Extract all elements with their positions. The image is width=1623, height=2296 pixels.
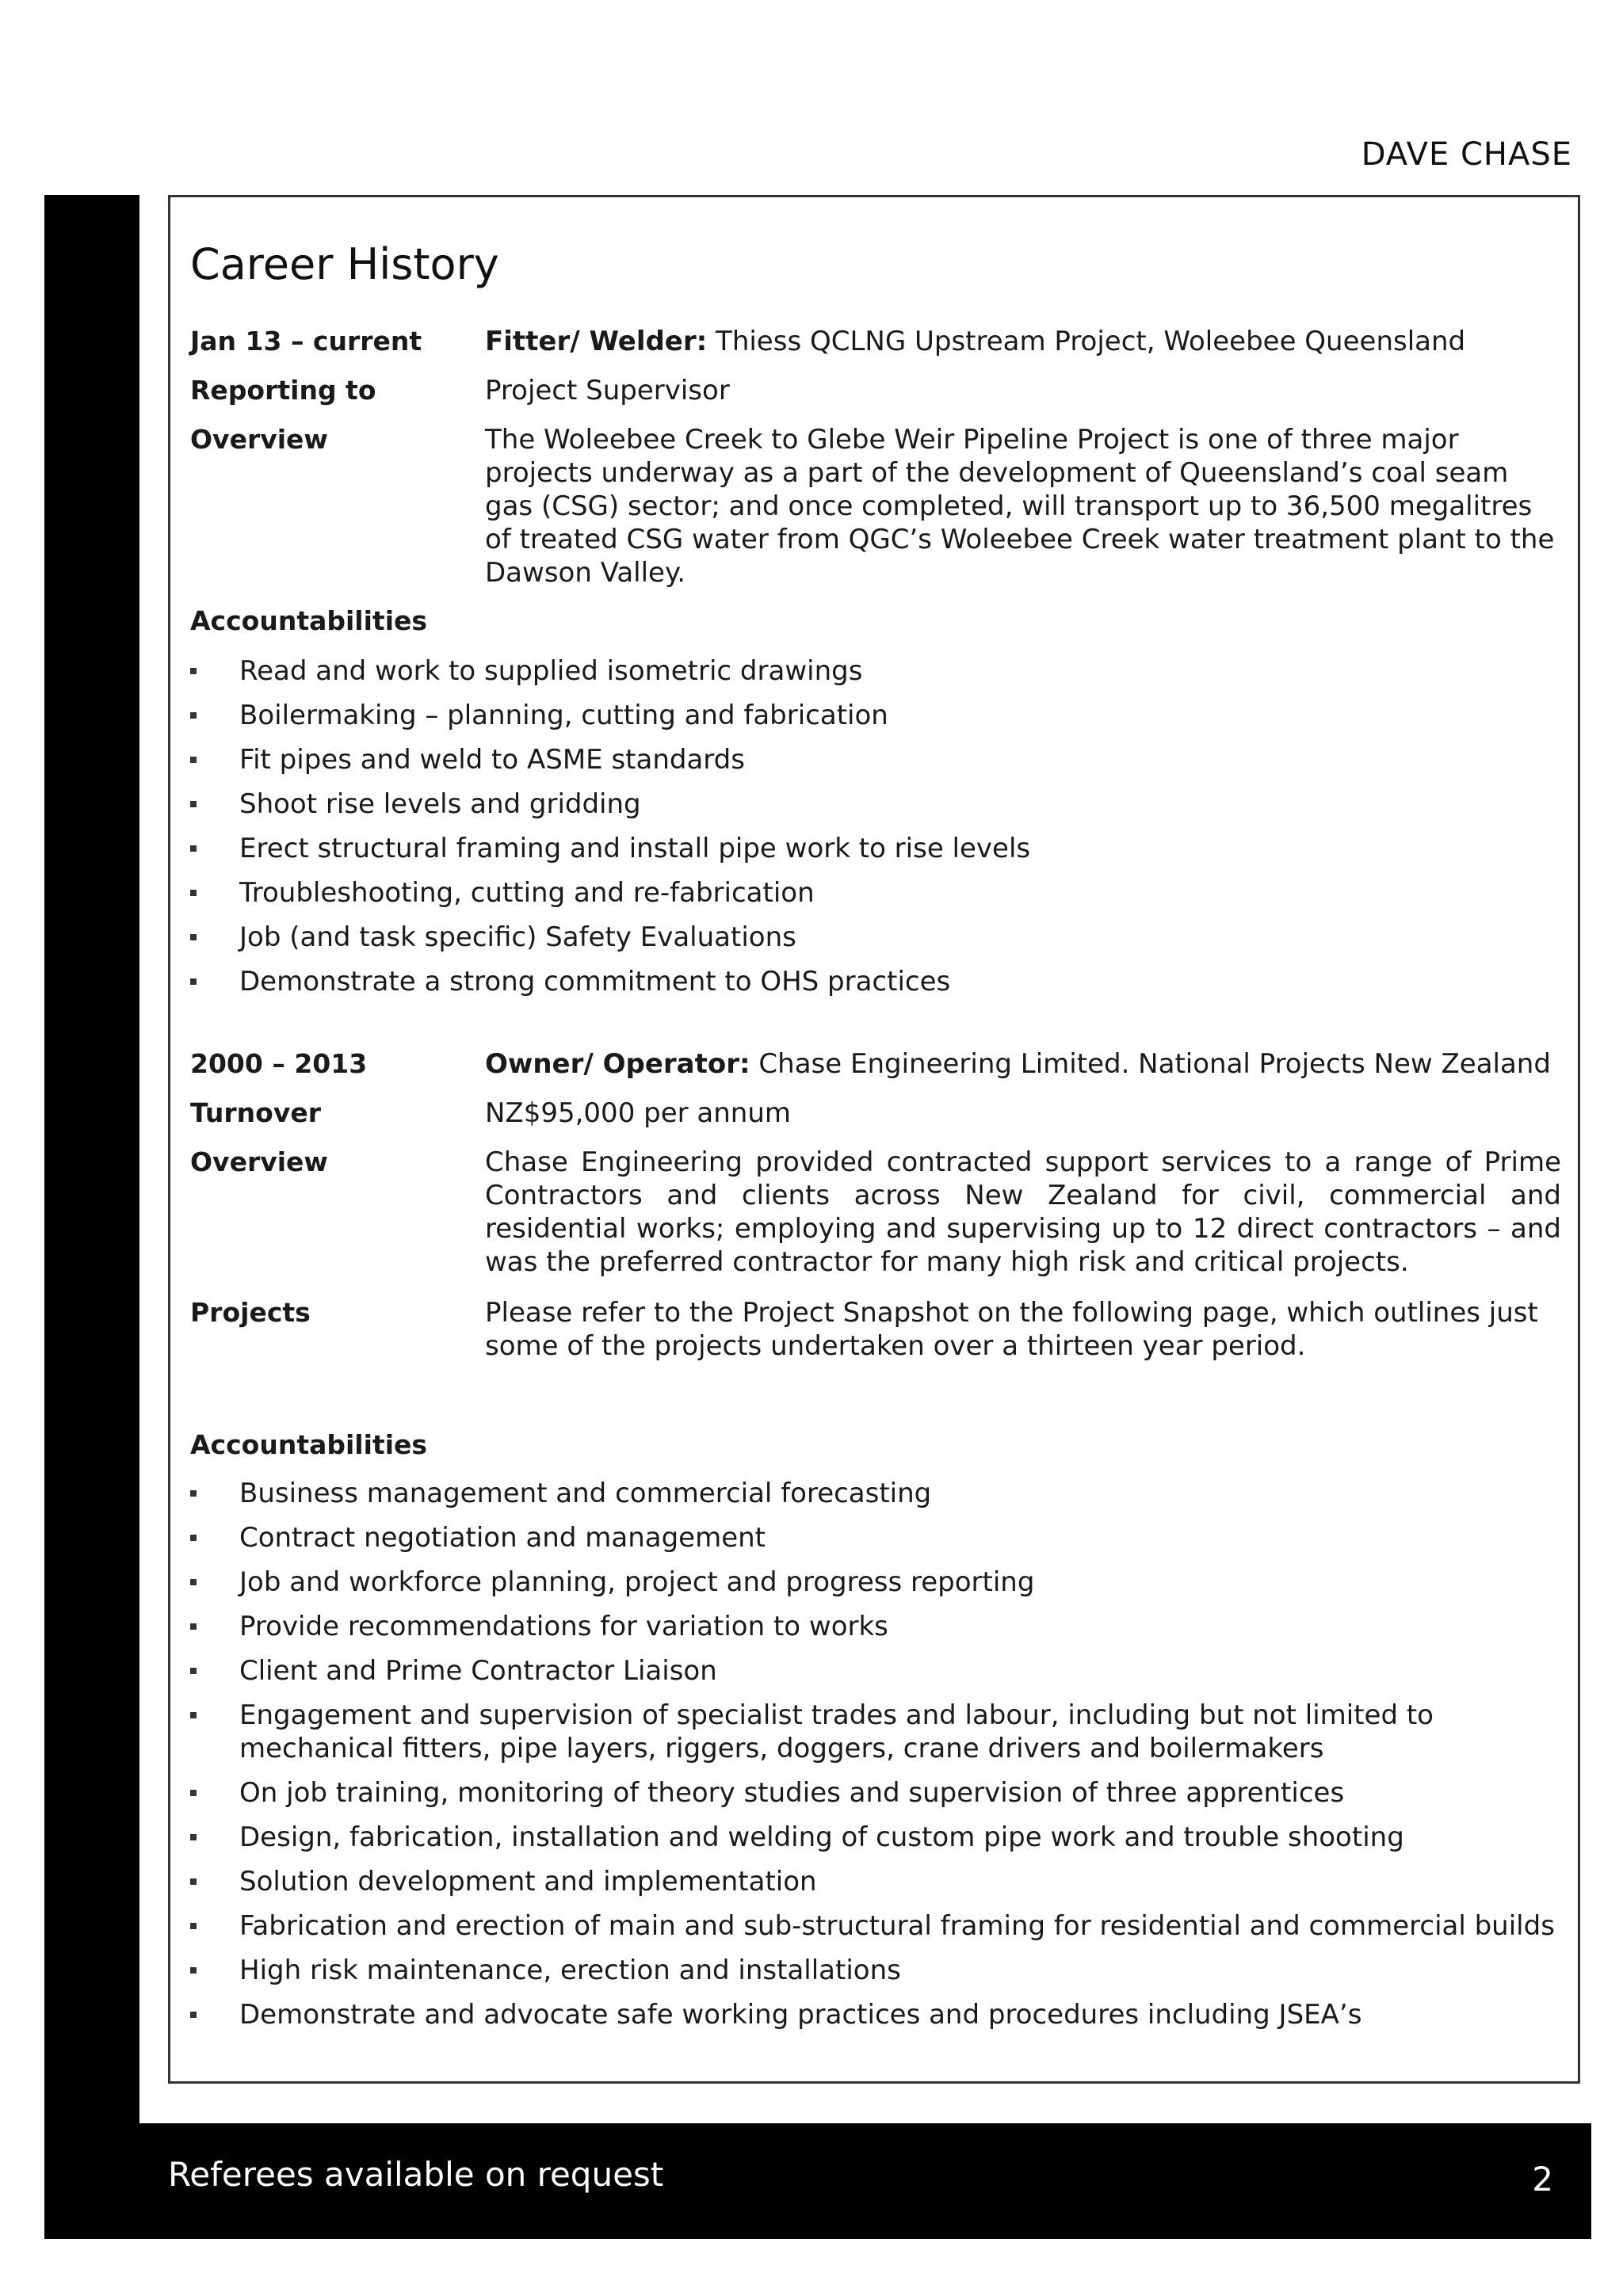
bullet-icon <box>190 1712 197 1718</box>
list-item: Shoot rise levels and gridding <box>190 788 1569 821</box>
job2-overview-row <box>190 1146 1561 1279</box>
list-item: Job and workforce planning, project and progress reporting <box>190 1566 1569 1599</box>
job1-overview-label: Overview <box>190 424 328 455</box>
list-item: Business management and commercial forecasting <box>190 1477 1569 1510</box>
job2-accountabilities-label: Accountabilities <box>190 1429 428 1460</box>
bullet-icon <box>190 978 197 985</box>
list-item: Boilermaking – planning, cutting and fabrication <box>190 699 1569 732</box>
section-title: Career History <box>190 239 499 289</box>
page-number: 2 <box>1532 2160 1553 2199</box>
bullet-icon <box>190 1878 197 1885</box>
job1-role: Fitter/ Welder: <box>485 326 708 357</box>
job2-title <box>485 1047 1561 1081</box>
job2-turnover-row <box>190 1097 1561 1130</box>
bullet-icon <box>190 1967 197 1974</box>
list-item: High risk maintenance, erection and installations <box>190 1954 1569 1987</box>
bullet-icon <box>190 1623 197 1630</box>
footer-text: Referees available on request <box>168 2155 664 2194</box>
list-item: Contract negotiation and management <box>190 1521 1569 1554</box>
list-item: Engagement and supervision of specialist trades and labour, including but not limited to mechanical fitters, pipe layers, riggers, doggers, crane drivers and boilermakers <box>190 1699 1569 1765</box>
list-item: Read and work to supplied isometric drawings <box>190 654 1569 688</box>
bullet-icon <box>190 757 197 763</box>
job2-accountabilities-list <box>190 1477 1569 2042</box>
job2-projects-text: Please refer to the Project Snapshot on the following page, which outlines just some of the projects undertaken over a thirteen year period. <box>485 1297 1538 1362</box>
job2-role: Owner/ Operator: <box>485 1048 750 1080</box>
list-item: Client and Prime Contractor Liaison <box>190 1654 1569 1688</box>
job2-period: 2000 – 2013 <box>190 1048 368 1079</box>
job2-turnover-label: Turnover <box>190 1097 321 1128</box>
job2-header <box>190 1047 1561 1081</box>
left-decorative-bar <box>44 195 139 2239</box>
bullet-icon <box>190 1490 197 1497</box>
list-item: Fit pipes and weld to ASME standards <box>190 743 1569 776</box>
bullet-icon <box>190 668 197 674</box>
bullet-icon <box>190 1834 197 1840</box>
job1-overview-row <box>190 423 1561 589</box>
bullet-icon <box>190 845 197 852</box>
list-item: Troubleshooting, cutting and re-fabrication <box>190 876 1569 910</box>
job1-title <box>485 325 1561 358</box>
list-item: Demonstrate and advocate safe working practices and procedures including JSEA’s <box>190 1998 1569 2031</box>
job2-overview-label: Overview <box>190 1146 328 1177</box>
bullet-icon <box>190 1923 197 1929</box>
job1-accountabilities-label: Accountabilities <box>190 605 428 636</box>
bullet-icon <box>190 2012 197 2018</box>
bullet-icon <box>190 1535 197 1541</box>
job2-employer: Chase Engineering Limited. National Projects New Zealand <box>758 1048 1551 1080</box>
bullet-icon <box>190 1790 197 1796</box>
job1-period: Jan 13 – current <box>190 326 422 357</box>
header-name: DAVE CHASE <box>1361 136 1572 173</box>
job2-turnover-value: NZ$95,000 per annum <box>485 1097 792 1129</box>
job1-reporting-label: Reporting to <box>190 375 376 406</box>
list-item: On job training, monitoring of theory studies and supervision of three apprentices <box>190 1776 1569 1810</box>
job1-reporting-value: Project Supervisor <box>485 375 730 406</box>
bullet-icon <box>190 1579 197 1585</box>
bullet-icon <box>190 934 197 940</box>
list-item: Provide recommendations for variation to works <box>190 1610 1569 1643</box>
bullet-icon <box>190 712 197 719</box>
job2-projects-row <box>190 1296 1561 1363</box>
list-item: Solution development and implementation <box>190 1865 1569 1898</box>
list-item: Demonstrate a strong commitment to OHS practices <box>190 965 1569 998</box>
list-item: Erect structural framing and install pipe work to rise levels <box>190 832 1569 865</box>
job1-reporting-row <box>190 374 1561 407</box>
job1-overview-text: The Woleebee Creek to Glebe Weir Pipeline Project is one of three major projects underway as a part of the development of Queensland’s coal seam gas (CSG) sector; and once completed, will transport up to 36,500 megalitres of treated CSG water from QGC’s Woleebee Creek water treatment plant to the Dawson Valley. <box>485 424 1555 589</box>
list-item: Design, fabrication, installation and welding of custom pipe work and trouble shooting <box>190 1821 1569 1854</box>
job1-header <box>190 325 1561 358</box>
job1-employer: Thiess QCLNG Upstream Project, Woleebee Queensland <box>716 326 1466 357</box>
job2-projects-label: Projects <box>190 1297 311 1328</box>
bullet-icon <box>190 1668 197 1674</box>
bullet-icon <box>190 890 197 896</box>
list-item: Job (and task specific) Safety Evaluations <box>190 921 1569 954</box>
job2-overview-text: Chase Engineering provided contracted support services to a range of Prime Contractors and clients across New Zealand for civil, commercial and residential works; employing and supervising up to 12 direct contractors – and was the preferred contractor for many high risk and critical projects. <box>485 1146 1561 1278</box>
bullet-icon <box>190 801 197 807</box>
job1-accountabilities-list <box>190 654 1569 1009</box>
list-item: Fabrication and erection of main and sub-structural framing for residential and commercial builds <box>190 1909 1569 1943</box>
